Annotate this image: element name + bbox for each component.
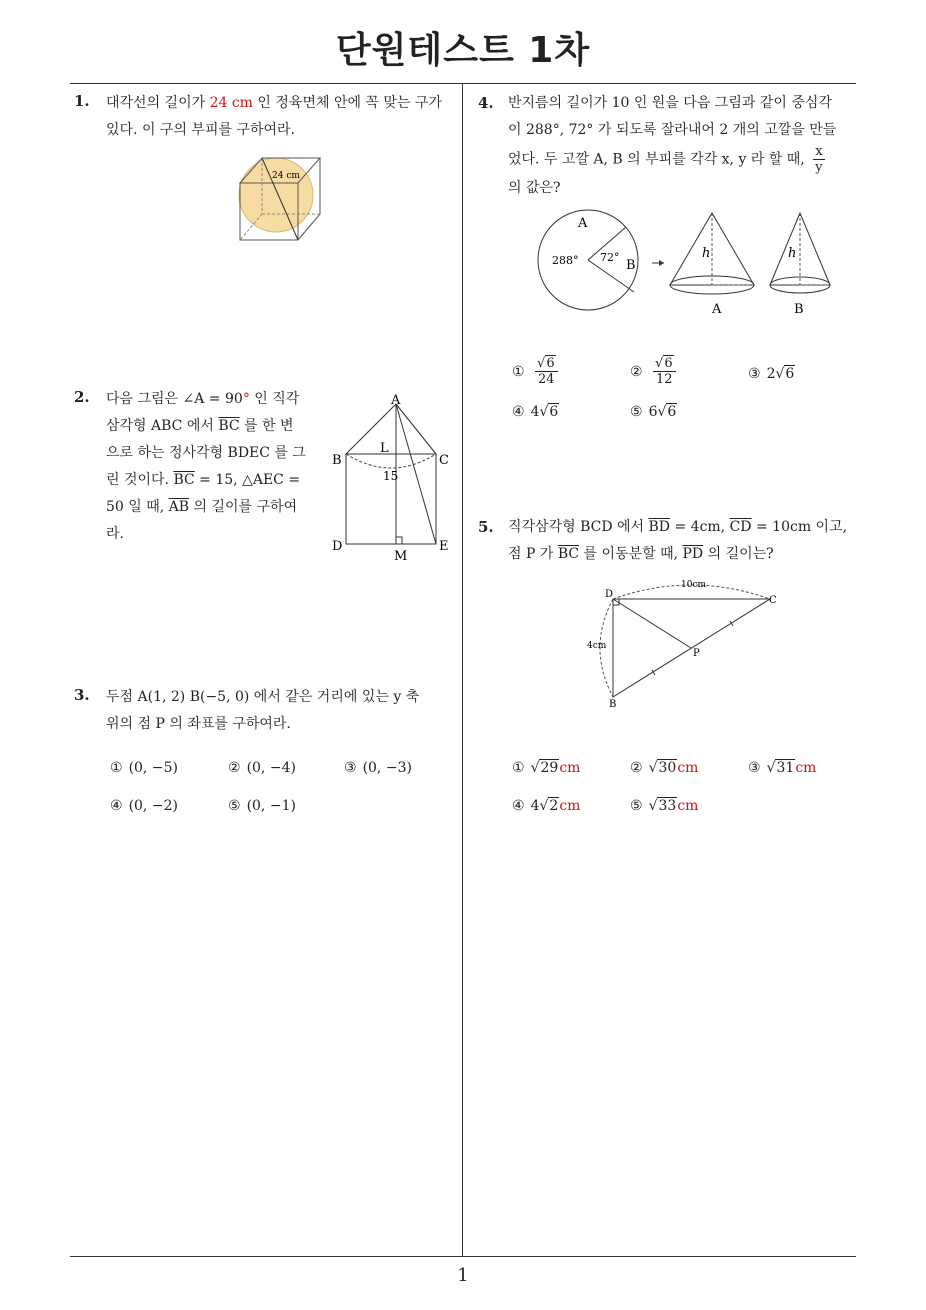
q3-choice-2[interactable]: ② (0, −4) [228, 760, 296, 776]
bottom-rule [70, 1256, 856, 1257]
svg-text:A: A [712, 302, 722, 317]
column-divider [462, 84, 463, 1256]
q5-choice-5[interactable]: ⑤ √33cm [630, 798, 699, 814]
q3-choice-1[interactable]: ① (0, −5) [110, 760, 178, 776]
q4-choice-5[interactable]: ⑤ 6√6 [630, 404, 677, 420]
q5-number: 5. [478, 518, 494, 536]
q1-number: 1. [74, 92, 90, 110]
svg-text:P: P [693, 648, 700, 659]
svg-text:B: B [794, 302, 804, 317]
svg-text:A: A [391, 393, 401, 408]
q2-text: 다음 그림은 ∠A = 90° 인 직각 삼각형 ABC 에서 $\overline{BC}$ 를 한 변 으로 하는 정사각형 BDEC 를 그 린 것이다. $\overline{BC} = 15$, △AEC = 50 일 때, $\overline{AB}$ 의 길이를 구하여 라. [106, 391, 306, 542]
q4-choice-3[interactable]: ③ 2√6 [748, 366, 795, 382]
q4-number: 4. [478, 94, 494, 112]
q3-number: 3. [74, 686, 90, 704]
q3-choice-3[interactable]: ③ (0, −3) [344, 760, 412, 776]
svg-text:72°: 72° [600, 251, 620, 264]
svg-text:10cm: 10cm [681, 580, 707, 590]
svg-text:4cm: 4cm [587, 641, 607, 651]
q5-choice-4[interactable]: ④ 4√2cm [512, 798, 581, 814]
svg-text:288°: 288° [552, 254, 579, 267]
q2-triangle-square-figure [328, 390, 458, 566]
svg-text:C: C [439, 453, 449, 468]
q3-choice-4[interactable]: ④ (0, −2) [110, 798, 178, 814]
q5-text: 직각삼각형 BCD 에서 $\overline{BD} = 4cm$, $\overline{CD} = 10cm$ 이고, 점 P 가 $\overline{BC}$ 를 이동분할 때, $\overline{PD}$ 의 길이는? [508, 519, 848, 562]
q2-number: 2. [74, 388, 90, 406]
q4-choice-2[interactable]: ② $\frac{√6}{12}$ [630, 356, 676, 387]
q4-choice-4[interactable]: ④ 4√6 [512, 404, 559, 420]
q4-fraction: $\frac{x}{y}$ [815, 144, 823, 175]
svg-text:M: M [394, 549, 408, 564]
q5-choice-3[interactable]: ③ √31cm [748, 760, 817, 776]
q3-text: 두점 A(1, 2) B(−5, 0) 에서 같은 거리에 있는 y 축 위의 점 P 의 좌표를 구하여라. [106, 689, 420, 732]
svg-text:B: B [609, 699, 617, 710]
svg-text:h: h [702, 246, 711, 261]
page-title: 단원테스트 1차 [335, 30, 591, 71]
svg-text:E: E [439, 539, 449, 554]
q1-text: 대각선의 길이가 24 cm 인 정육면체 안에 꼭 맞는 구가 있다. 이 구의 부피를 구하여라. [106, 95, 442, 138]
page-number: 1 [457, 1265, 469, 1286]
q4-circle-cones-figure [530, 205, 840, 320]
q3-choice-5[interactable]: ⑤ (0, −1) [228, 798, 296, 814]
svg-text:B: B [332, 453, 342, 468]
q5-choice-2[interactable]: ② √30cm [630, 760, 699, 776]
svg-text:L: L [380, 441, 389, 456]
q1-cube-sphere-figure [232, 150, 332, 246]
svg-text:A: A [578, 216, 588, 231]
q4-text: 반지름의 길이가 10 인 원을 다음 그림과 같이 중심각 이 288°, 72° 가 되도록 잘라내어 2 개의 고깔을 만들 었다. 두 고깔 A, B 의 부피를 각각 x, y 라 할 때, $\frac{x}{y}$ 의 값은? [508, 95, 837, 196]
svg-text:C: C [769, 595, 777, 606]
top-rule [70, 83, 856, 84]
q4-choice-1[interactable]: ① $\frac{√6}{24}$ [512, 356, 558, 387]
svg-text:D: D [332, 539, 343, 554]
svg-text:h: h [788, 246, 797, 261]
q1-fig-label: 24 cm [272, 171, 300, 181]
svg-text:15: 15 [383, 469, 399, 483]
svg-text:B: B [626, 258, 636, 273]
q1-value: 24 cm [209, 95, 253, 111]
svg-text:D: D [605, 589, 614, 600]
q5-choice-1[interactable]: ① √29cm [512, 760, 581, 776]
q5-right-triangle-figure [585, 575, 785, 710]
